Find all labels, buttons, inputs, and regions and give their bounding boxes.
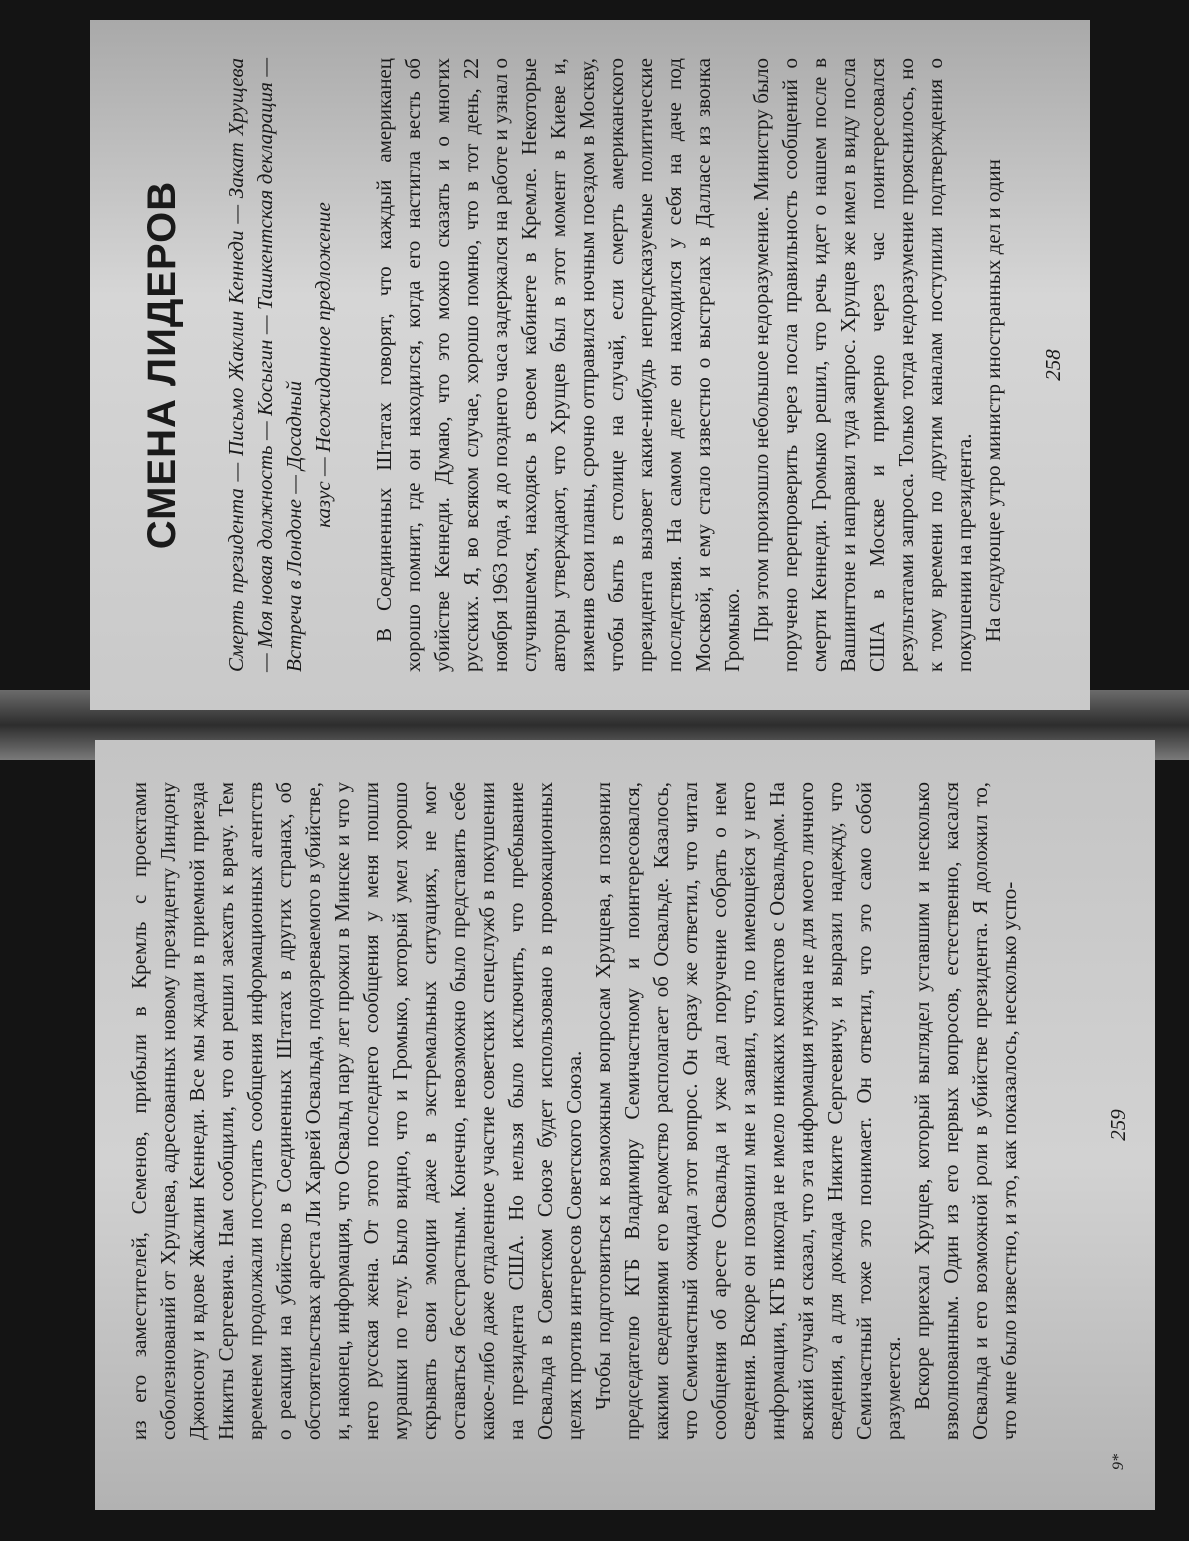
printer-signature-mark: 9* [1110,1454,1127,1470]
right-page [95,740,1155,1510]
epigraph-last-line: казус — Неожиданное предложение [311,202,335,528]
chapter-title: СМЕНА ЛИДЕРОВ [140,180,184,550]
paragraph: из его заместителей, Семенов, прибыли в Кремль с проектами соболезнований от Хрущева, адресованных новому президенту Линдону Джонсону и вдове Жаклин Кеннеди. Все мы ждали в приемной приезда Никиты Сергеевича. Нам сообщили, что он решил заехать к врачу. Тем временем продолжали поступать сообщения информационных агентств о реакции на убийство в Соединенных Штатах в других странах, об обстоятельствах ареста Ли Харвей Освальда, подозреваемого в убийстве, и, наконец, информация, что Освальд пару лет прожил в Минске и что у него русская жена. От этого последнего сообщения у меня пошли мурашки по телу. Было видно, что и Громыко, который умел хорошо скрывать свои эмоции даже в экстремальных ситуациях, не мог оставаться бесстрастным. Конечно, невозможно было представить себе какое-либо даже отдаленное участие советских спецслужб в покушении на президента США. Но нельзя было исключить, что пребывание Освальда в Советском Союзе будет использовано в провокационных целях против интересов Советского Союза. [127,782,586,1440]
paragraph: При этом произошло небольшое недоразумение. Министру было поручено перепроверить через посла правильность сообщений о смерти Кеннеди. Громыко решил, что речь идет о нашем после в Вашингтоне и направил туда запрос. Хрущев же имел в виду посла США в Москве и примерно через час поинтересовался результатами запроса. Только тогда недоразумение прояснилось, но к тому времени по другим каналам поступили подтверждения о покушении на президента. [749,58,976,672]
page-number: 258 [1041,349,1065,381]
left-page [90,20,1090,710]
paragraph: На следующее утро министр иностранных дел и один [981,159,1005,642]
chapter-epigraph [222,58,338,672]
paragraph: Чтобы подготовиться к возможным вопросам Хрущева, я позвонил председателю КГБ Владимиру Семичастному и поинтересовался, какими сведениями его ведомство располагает об Освальде. Казалось, что Семичастный ожидал этот вопрос. Он сразу же ответил, что читал сообщения об аресте Освальда и уже дал поручение собрать о нем сведения. Вскоре он позвонил мне и заявил, что, по имеющейся у него информации, КГБ никогда не имело никаких контактов с Освальдом. На всякий случай я сказал, что эта информация нужна не для моего личного сведения, а для доклада Никите Сергеевичу, и выразил надежду, что Семичастный тоже это понимает. Он ответил, что это само собой разумеется. [591,782,905,1440]
epigraph-text: Смерть президента — Письмо Жаклин Кеннеди — Закат Хрущева — Моя новая должность — Косыгин — Ташкентская декларация — Встреча в Лондоне — Досадный [224,58,306,672]
page-number: 259 [1106,1109,1130,1141]
paragraph: Вскоре приехал Хрущев, который выглядел уставшим и несколько взволнованным. Один из его первых вопросов, естественно, касался Освальда и его возможной роли в убийстве президента. Я доложил то, что мне было известно, и это, как показалось, несколько успо- [910,782,1021,1440]
paragraph: В Соединенных Штатах говорят, что каждый американец хорошо помнит, где он находился, когда его настигла весть об убийстве Кеннеди. Думаю, что это можно сказать и о многих русских. Я, во всяком случае, хорошо помню, что в тот день, 22 ноября 1963 года, я до позднего часа задержался на работе и узнал о случившемся, находясь в своем кабинете в Кремле. Некоторые авторы утверждают, что Хрущев был в этот момент в Киеве и, изменив свои планы, срочно отправился ночным поездом в Москву, чтобы быть в столице на случай, если смерть американского президента вызовет какие-нибудь непредсказуемые политические последствия. На самом деле он находился у себя на даче под Москвой, и ему стало известно о выстрелах в Далласе из звонка Громыко. [372,58,744,672]
